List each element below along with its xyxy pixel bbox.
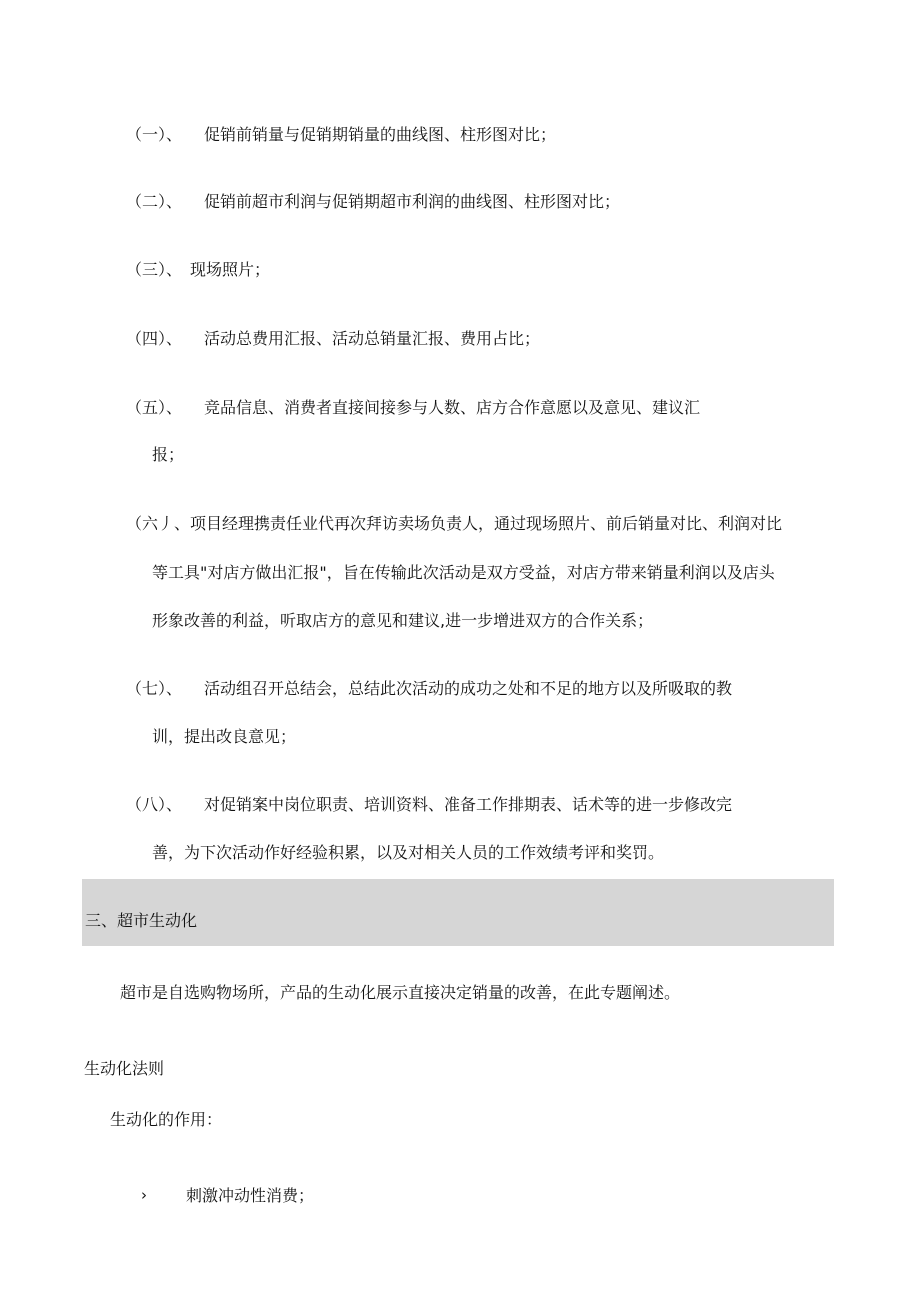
item-text: 现场照片；: [190, 260, 271, 279]
intro-paragraph: 超市是自选购物场所，产品的生动化展示直接决定销量的改善，在此专题阐述。: [120, 983, 681, 1002]
law-heading: 生动化法则: [84, 1059, 165, 1078]
item-number: （八）、: [126, 795, 183, 814]
item-text-continued: 形象改善的利益，听取店方的意见和建议,进一步增进双方的合作关系；: [152, 611, 654, 630]
item-text: 竞品信息、消费者直接间接参与人数、店方合作意愿以及意见、建议汇: [204, 398, 701, 417]
bullet-marker: ›: [141, 1186, 147, 1204]
item-text-continued: 训，提出改良意见；: [152, 727, 297, 746]
section-heading-bar: [82, 879, 834, 946]
section-title: 三、超市生动化: [85, 911, 198, 930]
item-text: 对促销案中岗位职责、培训资料、准备工作排期表、话术等的进一步修改完: [204, 795, 733, 814]
item-number: （二）、: [126, 192, 183, 211]
item-text: 促销前销量与促销期销量的曲线图、柱形图对比；: [204, 125, 557, 144]
item-number: （四）、: [126, 329, 183, 348]
item-number: （五）、: [126, 398, 183, 417]
item-text-continued: 报；: [152, 445, 185, 464]
item-text: 活动总费用汇报、活动总销量汇报、费用占比；: [204, 329, 541, 348]
item-number: （一）、: [126, 125, 183, 144]
item-text: 项目经理携责任业代再次拜访卖场负责人，通过现场照片、前后销量对比、利润对比: [190, 514, 783, 533]
item-text: 促销前超市利润与促销期超市利润的曲线图、柱形图对比；: [204, 192, 621, 211]
item-number: （七）、: [126, 679, 183, 698]
item-number: （六丿、: [126, 514, 191, 533]
bullet-text: 刺激冲动性消费；: [186, 1186, 315, 1205]
role-heading: 生动化的作用：: [110, 1110, 223, 1129]
item-text: 活动组召开总结会，总结此次活动的成功之处和不足的地方以及所吸取的教: [204, 679, 733, 698]
item-text-continued: 等工具"对店方做出汇报"，旨在传输此次活动是双方受益，对店方带来销量利润以及店头: [152, 563, 775, 582]
item-number: （三）、: [126, 260, 183, 279]
item-text-continued: 善，为下次活动作好经验积累，以及对相关人员的工作效绩考评和奖罚。: [152, 843, 665, 862]
